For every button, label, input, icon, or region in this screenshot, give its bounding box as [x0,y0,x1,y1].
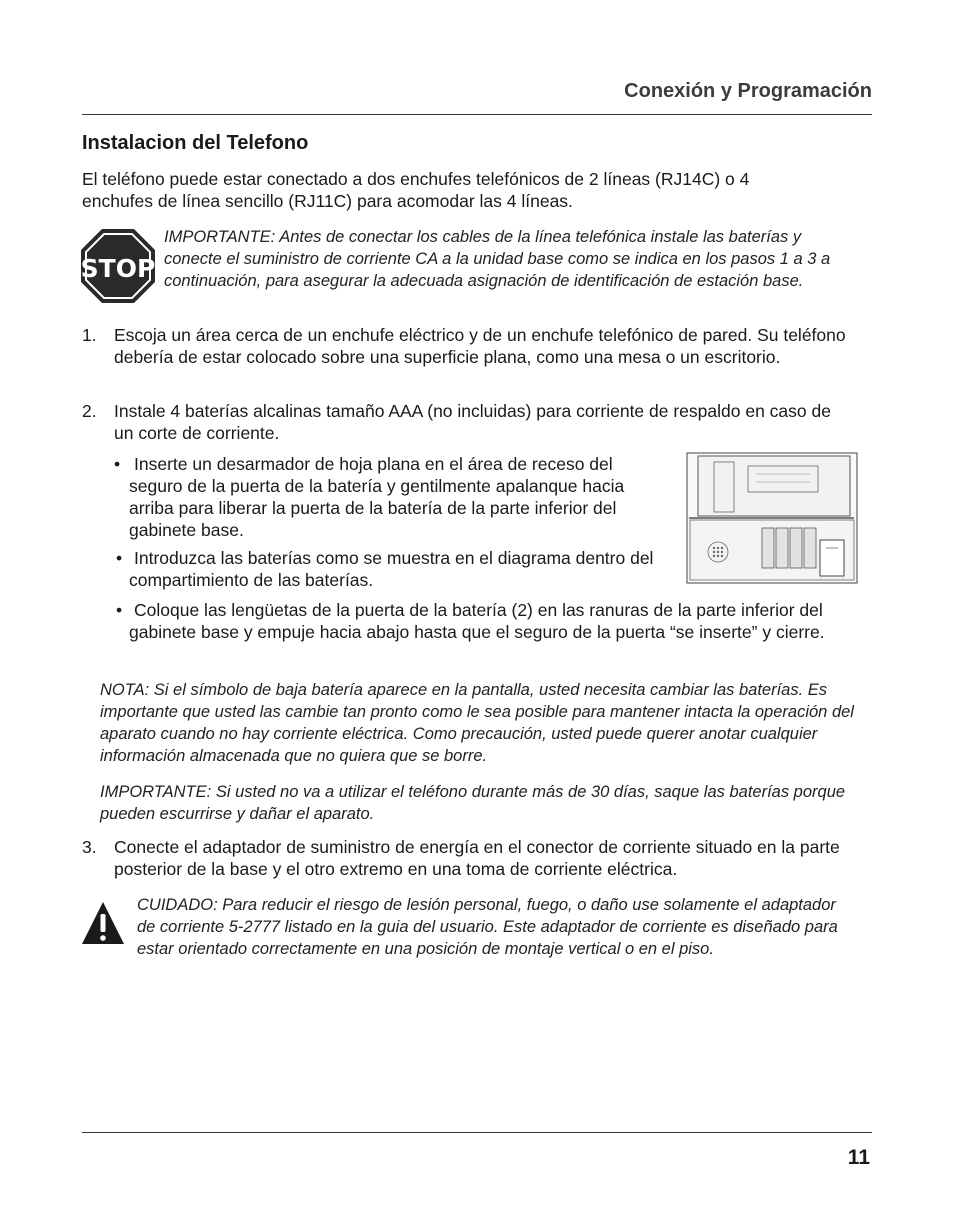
bullet-text: Inserte un desarmador de hoja plana en el área de receso del seguro de la puerta de la batería y gentilmente apalanque hacia arriba para liberar la puerta de la batería de la parte inferior del gabinete base. [129,454,625,540]
page-number: 11 [847,1146,870,1169]
important-notice: IMPORTANTE: Antes de conectar los cables de la línea telefónica instale las baterías y conecte el suministro de corriente CA a la unidad base como se indica en los pasos 1 a 3 a continuación, para asegurar la adecuada asignación de identificación de estación base. [164,228,831,290]
footer-rule [82,1132,872,1133]
step-number: 3. [82,837,97,857]
step-number: 2. [82,401,97,421]
bullet-mark: • [116,600,123,620]
stop-sign-text: STOP [80,254,156,283]
stop-sign-icon [80,228,156,304]
bullet-text: Introduzca las baterías como se muestra en el diagrama dentro del compartimiento de las baterías. [129,548,654,590]
step-number: 1. [82,325,97,345]
battery-note: NOTA: Si el símbolo de baja batería aparece en la pantalla, usted necesita cambiar las baterías. Es importante que usted las cambie tan pronto como le sea posible para mantener intacta la operación del aparato cuando no hay corriente eléctrica. Como precaución, usted puede querer anotar cualquier información almacenada que no quiera que se borre. [100,681,854,765]
intro-paragraph: El teléfono puede estar conectado a dos enchufes telefónicos de 2 líneas (RJ14C) o 4 enchufes de línea sencillo (RJ11C) para acomodar las 4 líneas. [82,169,750,211]
bullet-mark: • [114,454,121,474]
battery-compartment-illustration [686,452,858,584]
bullet-mark: • [116,548,123,568]
step-text: Instale 4 baterías alcalinas tamaño AAA (no incluidas) para corriente de respaldo en caso de un corte de corriente. [114,401,831,443]
section-header: Conexión y Programación [624,80,872,102]
caution-notice: CUIDADO: Para reducir el riesgo de lesión personal, fuego, o daño use solamente el adaptador de corriente 5-2777 listado en la guia del usuario. Este adaptador de corriente es diseñado para estar orientado correctamente en una posición de montaje vertical o en el piso. [137,896,838,958]
bullet-text: Coloque las lengüetas de la puerta de la batería (2) en las ranuras de la parte inferior del gabinete base y empuje hacia abajo hasta que el seguro de la puerta “se inserte” y cierre. [129,600,825,642]
step-text: Conecte el adaptador de suministro de energía en el conector de corriente situado en la parte posterior de la base y el otro extremo en una toma de corriente eléctrica. [114,837,840,879]
step-text: Escoja un área cerca de un enchufe eléctrico y de un enchufe telefónico de pared. Su teléfono debería de estar colocado sobre una superficie plana, como una mesa o un escritorio. [114,325,846,367]
section-title: Instalacion del Telefono [82,132,309,154]
warning-triangle-icon [80,900,126,946]
header-rule [82,114,872,115]
battery-warning: IMPORTANTE: Si usted no va a utilizar el teléfono durante más de 30 días, saque las baterías porque pueden escurrirse y dañar el aparato. [100,783,846,823]
